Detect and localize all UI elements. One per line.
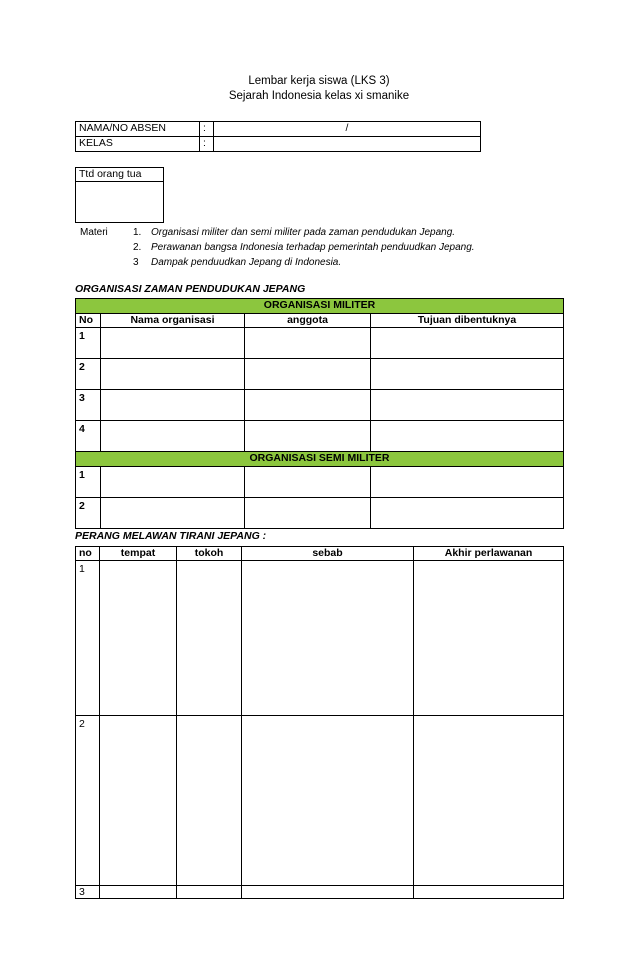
materi-text: Dampak penduudkan Jepang di Indonesia. — [151, 257, 342, 268]
column-header: Akhir perlawanan — [414, 547, 564, 561]
table-cell[interactable] — [101, 359, 245, 390]
row-number: 1 — [76, 561, 100, 716]
column-header: No — [76, 314, 101, 328]
table-cell[interactable] — [245, 328, 371, 359]
kelas-label: KELAS — [76, 137, 200, 152]
table-row — [76, 359, 564, 390]
table-cell[interactable] — [371, 498, 564, 529]
column-header: sebab — [242, 547, 414, 561]
table-cell[interactable] — [101, 467, 245, 498]
militer-header-row — [76, 299, 564, 314]
row-number: 3 — [76, 886, 100, 899]
table-cell[interactable] — [245, 467, 371, 498]
table-cell[interactable] — [371, 359, 564, 390]
materi-item — [133, 225, 455, 240]
militer-header: ORGANISASI MILITER — [76, 299, 564, 314]
nama-row — [76, 122, 481, 137]
column-header: no — [76, 547, 100, 561]
table-cell[interactable] — [177, 886, 242, 899]
row-number: 1 — [76, 467, 101, 498]
table-cell[interactable] — [245, 359, 371, 390]
signature-field[interactable] — [76, 182, 164, 223]
column-header-row — [76, 314, 564, 328]
identity-table — [75, 121, 481, 152]
row-number: 2 — [76, 498, 101, 529]
nama-field[interactable] — [214, 122, 481, 137]
page-subtitle: Sejarah Indonesia kelas xi smanike — [228, 90, 410, 102]
semi-militer-header: ORGANISASI SEMI MILITER — [76, 452, 564, 467]
column-header: anggota — [245, 314, 371, 328]
materi-text: Perawanan bangsa Indonesia terhadap pemerintah penduudkan Jepang. — [151, 242, 475, 253]
table-row — [76, 421, 564, 452]
row-number: 4 — [76, 421, 101, 452]
colon: : — [200, 122, 214, 137]
table-cell[interactable] — [245, 421, 371, 452]
table-cell[interactable] — [414, 886, 564, 899]
table-cell[interactable] — [245, 390, 371, 421]
table-row — [76, 328, 564, 359]
table-cell[interactable] — [100, 886, 177, 899]
nama-label: NAMA/NO ABSEN — [76, 122, 200, 137]
materi-number: 3 — [133, 257, 139, 268]
signature-label: Ttd orang tua — [76, 168, 164, 182]
materi-item — [133, 255, 341, 270]
kelas-row — [76, 137, 481, 152]
materi-number: 1. — [133, 227, 142, 238]
materi-label: Materi — [80, 227, 108, 238]
table-cell[interactable] — [101, 498, 245, 529]
materi-number: 2. — [133, 242, 142, 253]
table-cell[interactable] — [101, 421, 245, 452]
table-cell[interactable] — [414, 561, 564, 716]
section-title-organisasi: ORGANISASI ZAMAN PENDUDUKAN JEPANG — [75, 283, 306, 295]
table-cell[interactable] — [414, 716, 564, 886]
column-header: tempat — [100, 547, 177, 561]
column-header-row — [76, 547, 564, 561]
row-number: 1 — [76, 328, 101, 359]
table-row — [76, 390, 564, 421]
table-cell[interactable] — [242, 561, 414, 716]
table-cell[interactable] — [177, 561, 242, 716]
column-header: Tujuan dibentuknya — [371, 314, 564, 328]
semi-header-row — [76, 452, 564, 467]
colon: : — [200, 137, 214, 152]
kelas-field[interactable] — [214, 137, 481, 152]
table-cell[interactable] — [371, 467, 564, 498]
table-cell[interactable] — [100, 716, 177, 886]
organisasi-table — [75, 298, 564, 529]
column-header: Nama organisasi — [101, 314, 245, 328]
table-cell[interactable] — [371, 390, 564, 421]
table-cell[interactable] — [242, 886, 414, 899]
table-cell[interactable] — [245, 498, 371, 529]
row-number: 2 — [76, 359, 101, 390]
table-cell[interactable] — [371, 421, 564, 452]
table-cell[interactable] — [177, 716, 242, 886]
table-row — [76, 716, 564, 886]
table-row — [76, 886, 564, 899]
section-title-perang: PERANG MELAWAN TIRANI JEPANG : — [75, 530, 267, 542]
row-number: 2 — [76, 716, 100, 886]
materi-text: Organisasi militer dan semi militer pada zaman pendudukan Jepang. — [151, 227, 456, 238]
table-cell[interactable] — [101, 328, 245, 359]
table-row — [76, 561, 564, 716]
row-number: 3 — [76, 390, 101, 421]
table-cell[interactable] — [101, 390, 245, 421]
perang-table — [75, 546, 564, 899]
table-row — [76, 467, 564, 498]
signature-box — [75, 167, 164, 223]
slash-separator: / — [345, 122, 349, 134]
table-cell[interactable] — [100, 561, 177, 716]
materi-item — [133, 240, 475, 255]
table-cell[interactable] — [371, 328, 564, 359]
column-header: tokoh — [177, 547, 242, 561]
table-cell[interactable] — [242, 716, 414, 886]
page-title: Lembar kerja siswa (LKS 3) — [248, 75, 390, 87]
table-row — [76, 498, 564, 529]
